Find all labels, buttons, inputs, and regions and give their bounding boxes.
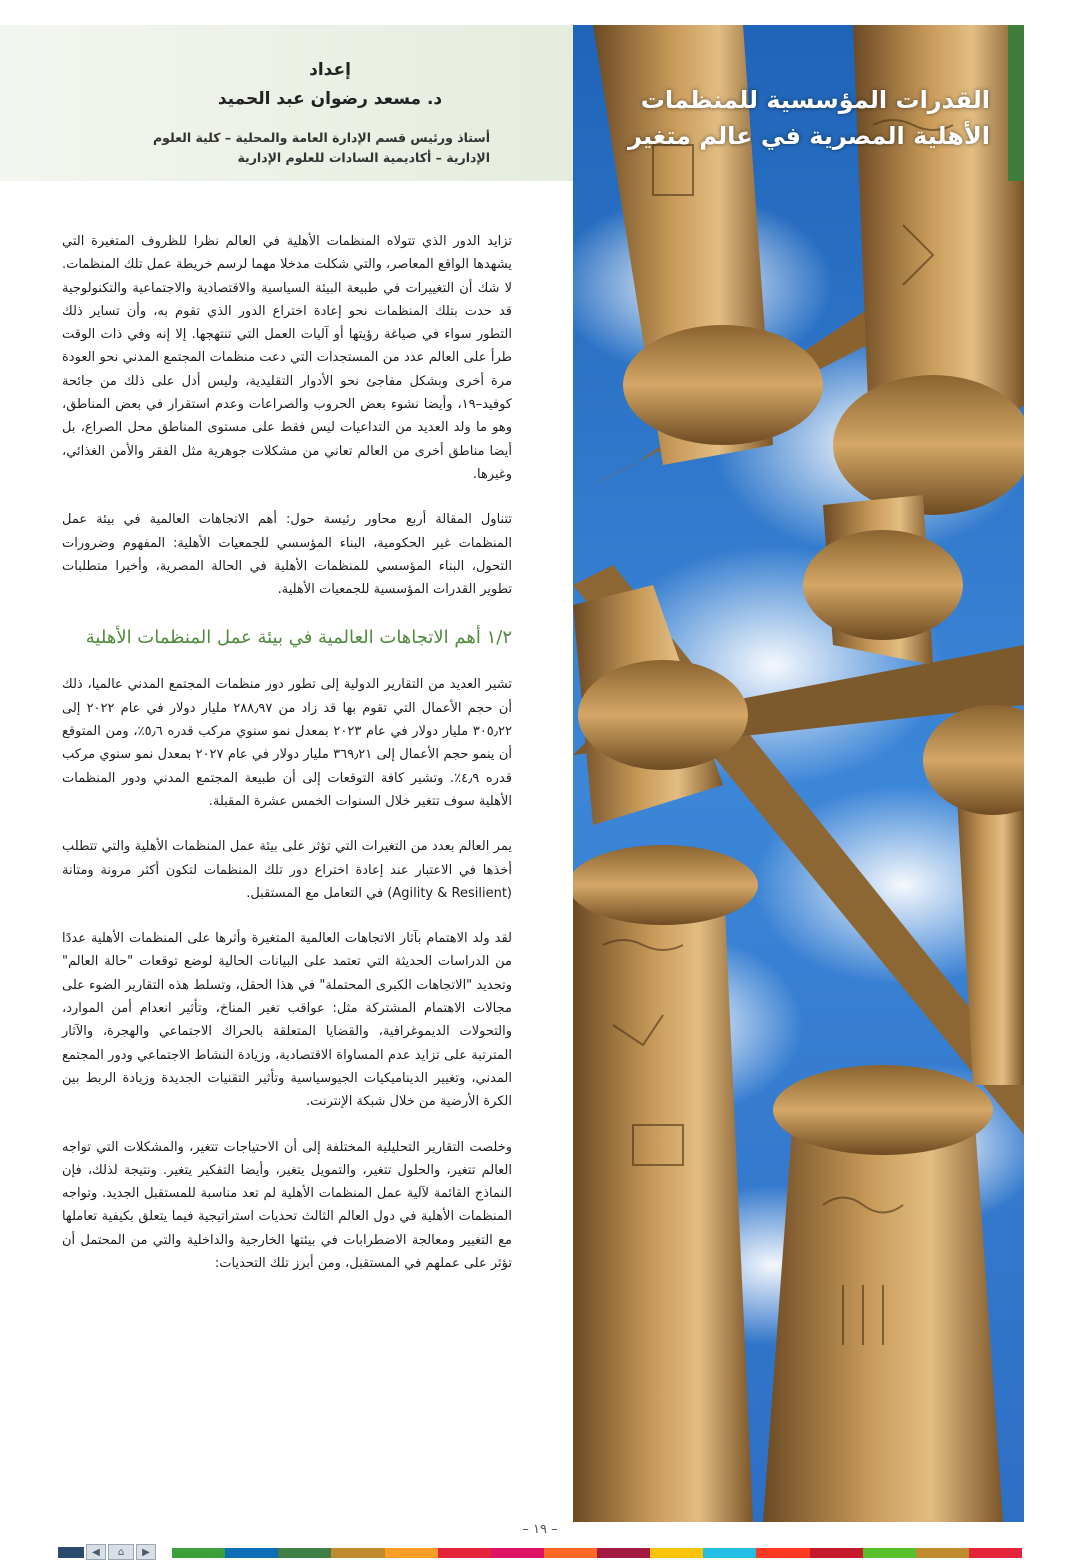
author-affiliation: أستاذ ورئيس قسم الإدارة العامة والمحلية – كلية العلوم الإدارية – أكاديمية السادات للعلوم الإدارية xyxy=(152,130,490,165)
body-paragraph: لقد ولد الاهتمام بآثار الاتجاهات العالمية المتغيرة وأثرها على المنظمات الأهلية عددًا من الدراسات الحديثة التي تعتمد على البيانات الحالية لوضع توقعات "حالة العالم" وتحديد "الاتجاهات الكبرى المحتملة" في هذا الحقل، وتسلط هذه التقارير الضوء على مجالات الاهتمام المشتركة مثل: عواقب تغير المناخ، وتأثير انعدام أمن الموارد، والتحولات الديموغرافية، والقضايا المتعلقة بالحراك الاجتماعي والهجرة، والآثار المترتبة على تزايد عدم المساواة الاقتصادية، وزيادة النشاط الاجتماعي ودور المجتمع المدني، وتغيير الديناميكيات الجيوسياسية وتأثير التقنيات الجديدة وزيادة الربط بين الكرة الأرضية من خلال شبكة الإنترنت. xyxy=(62,931,512,1110)
article-title: القدرات المؤسسية للمنظمات الأهلية المصرية في عالم متغير xyxy=(628,86,990,150)
nav-block xyxy=(58,1547,84,1558)
accent-green-bar xyxy=(1008,25,1024,181)
body-paragraph: تشير العديد من التقارير الدولية إلى تطور دور منظمات المجتمع المدني عالميا، ذلك أن حجم الأعمال التي تقوم بها قد زاد من ٢٨٨٫٩٧ مليار دولار في عام ٢٠٢٢ إلى ٣٠٥٫٢٢ مليار دولار في عام ٢٠٢٣ بمعدل نمو سنوي مركب قدره ٥٫٦٪، ومن المتوقع أن ينمو حجم الأعمال إلى ٣٦٩٫٢١ مليار دولار في عام ٢٠٢٧ بمعدل نمو سنوي مركب قدره ٤٫٩٪. وتشير كافة التوقعات إلى أن طبيعة المجتمع المدني ودور المنظمات الأهلية سوف تتغير خلال السنوات الخمس عشرة المقبلة. xyxy=(62,677,513,809)
color-stripe xyxy=(916,1548,969,1558)
article-body xyxy=(62,230,512,1297)
home-icon[interactable]: ⌂ xyxy=(108,1544,134,1560)
color-stripe xyxy=(863,1548,916,1558)
color-stripe xyxy=(756,1548,809,1558)
color-stripe xyxy=(438,1548,491,1558)
color-stripe xyxy=(278,1548,331,1558)
page-navigation xyxy=(58,1543,158,1561)
karnak-columns-photo xyxy=(573,25,1024,1522)
body-paragraph: يمر العالم بعدد من التغيرات التي تؤثر على بيئة عمل المنظمات الأهلية والتي تتطلب أخذها في الاعتبار عند إعادة اختراع دور تلك المنظمات لتكون أكثر مرونة ومتانة (Agility & Resilient) في التعامل مع المستقبل. xyxy=(62,839,512,901)
author-name: د. مسعد رضوان عبد الحميد xyxy=(217,89,443,109)
color-stripe-bar xyxy=(172,1548,1022,1558)
body-paragraph: وخلصت التقارير التحليلية المختلفة إلى أن الاحتياجات تتغير، والمشكلات التي تواجه العالم تتغير، والحلول تتغير، والتمويل يتغير، وأيضا التفكير يتغير. ونتيجة لذلك، فإن النماذج القائمة لآلية عمل المنظمات الأهلية لم تعد مناسبة للمستقبل الجديد. وتواجه المنظمات الأهلية في دول العالم الثالث تحديات استراتيجية فيما يتعلق بكيفية تعاملها مع التغيير ومعالجة الاضطرابات في بيئتها الخارجية والداخلية والتي من المحتمل أن تؤثر على عملهم في المستقبل، ومن أبرز تلك التحديات: xyxy=(62,1139,512,1271)
color-stripe xyxy=(650,1548,703,1558)
section-heading: ١/٢ أهم الاتجاهات العالمية في بيئة عمل المنظمات الأهلية xyxy=(85,627,512,649)
body-paragraph: تتناول المقالة أربع محاور رئيسة حول: أهم الاتجاهات العالمية في بيئة عمل المنظمات غير الحكومية، البناء المؤسسي للجمعيات الأهلية: المفهوم وضرورات التحول، البناء المؤسسي للمنظمات الأهلية في الحالة المصرية، وأخيرا متطلبات تطوير القدرات المؤسسية للجمعيات الأهلية. xyxy=(62,512,512,598)
color-stripe xyxy=(172,1548,225,1558)
color-stripe xyxy=(703,1548,756,1558)
color-stripe xyxy=(385,1548,438,1558)
page-number: – ١٩ – xyxy=(522,1522,558,1537)
body-paragraph: تزايد الدور الذي تتولاه المنظمات الأهلية في العالم نظرا للظروف المتغيرة التي يشهدها الواقع المعاصر، والتي شكلت مدخلا مهما لرسم خريطة عمل تلك المنظمات. لا شك أن التغييرات في طبيعة البيئة السياسية والاقتصادية والاجتماعية والتكنولوجية قد حدت بتلك المنظمات نحو إعادة اختراع الدور الذي تقوم به، وأن تساير ذلك التطور سواء في صياغة رؤيتها أو آليات العمل التي تنتهجها. إلا إنه وفي ذات الوقت طرأ على العالم عدد من المستجدات التي دعت منظمات المجتمع المدني نحو العودة مرة أخرى وبشكل مفاجئ نحو الأدوار التقليدية، وليس أدل على ذلك من جائحة كوفيد–١٩، وأيضا نشوء بعض الحروب والصراعات وعدم استقرار في بعض المناطق، وهو ما ولد العديد من التداعيات ليس فقط على مستوى المناطق محل الصراع، بل أيضا مناطق أخرى من العالم تعاني من مشكلات جوهرية مثل الفقر والأمن الغذائي، وغيرها. xyxy=(62,234,512,482)
byline xyxy=(130,56,530,114)
back-arrow-icon[interactable]: ◀ xyxy=(86,1544,106,1560)
color-stripe xyxy=(597,1548,650,1558)
byline-label: إعداد xyxy=(309,60,351,80)
color-stripe xyxy=(544,1548,597,1558)
next-arrow-icon[interactable]: ▶ xyxy=(136,1544,156,1560)
color-stripe xyxy=(331,1548,384,1558)
color-stripe xyxy=(969,1548,1022,1558)
color-stripe xyxy=(225,1548,278,1558)
color-stripe xyxy=(491,1548,544,1558)
color-stripe xyxy=(810,1548,863,1558)
